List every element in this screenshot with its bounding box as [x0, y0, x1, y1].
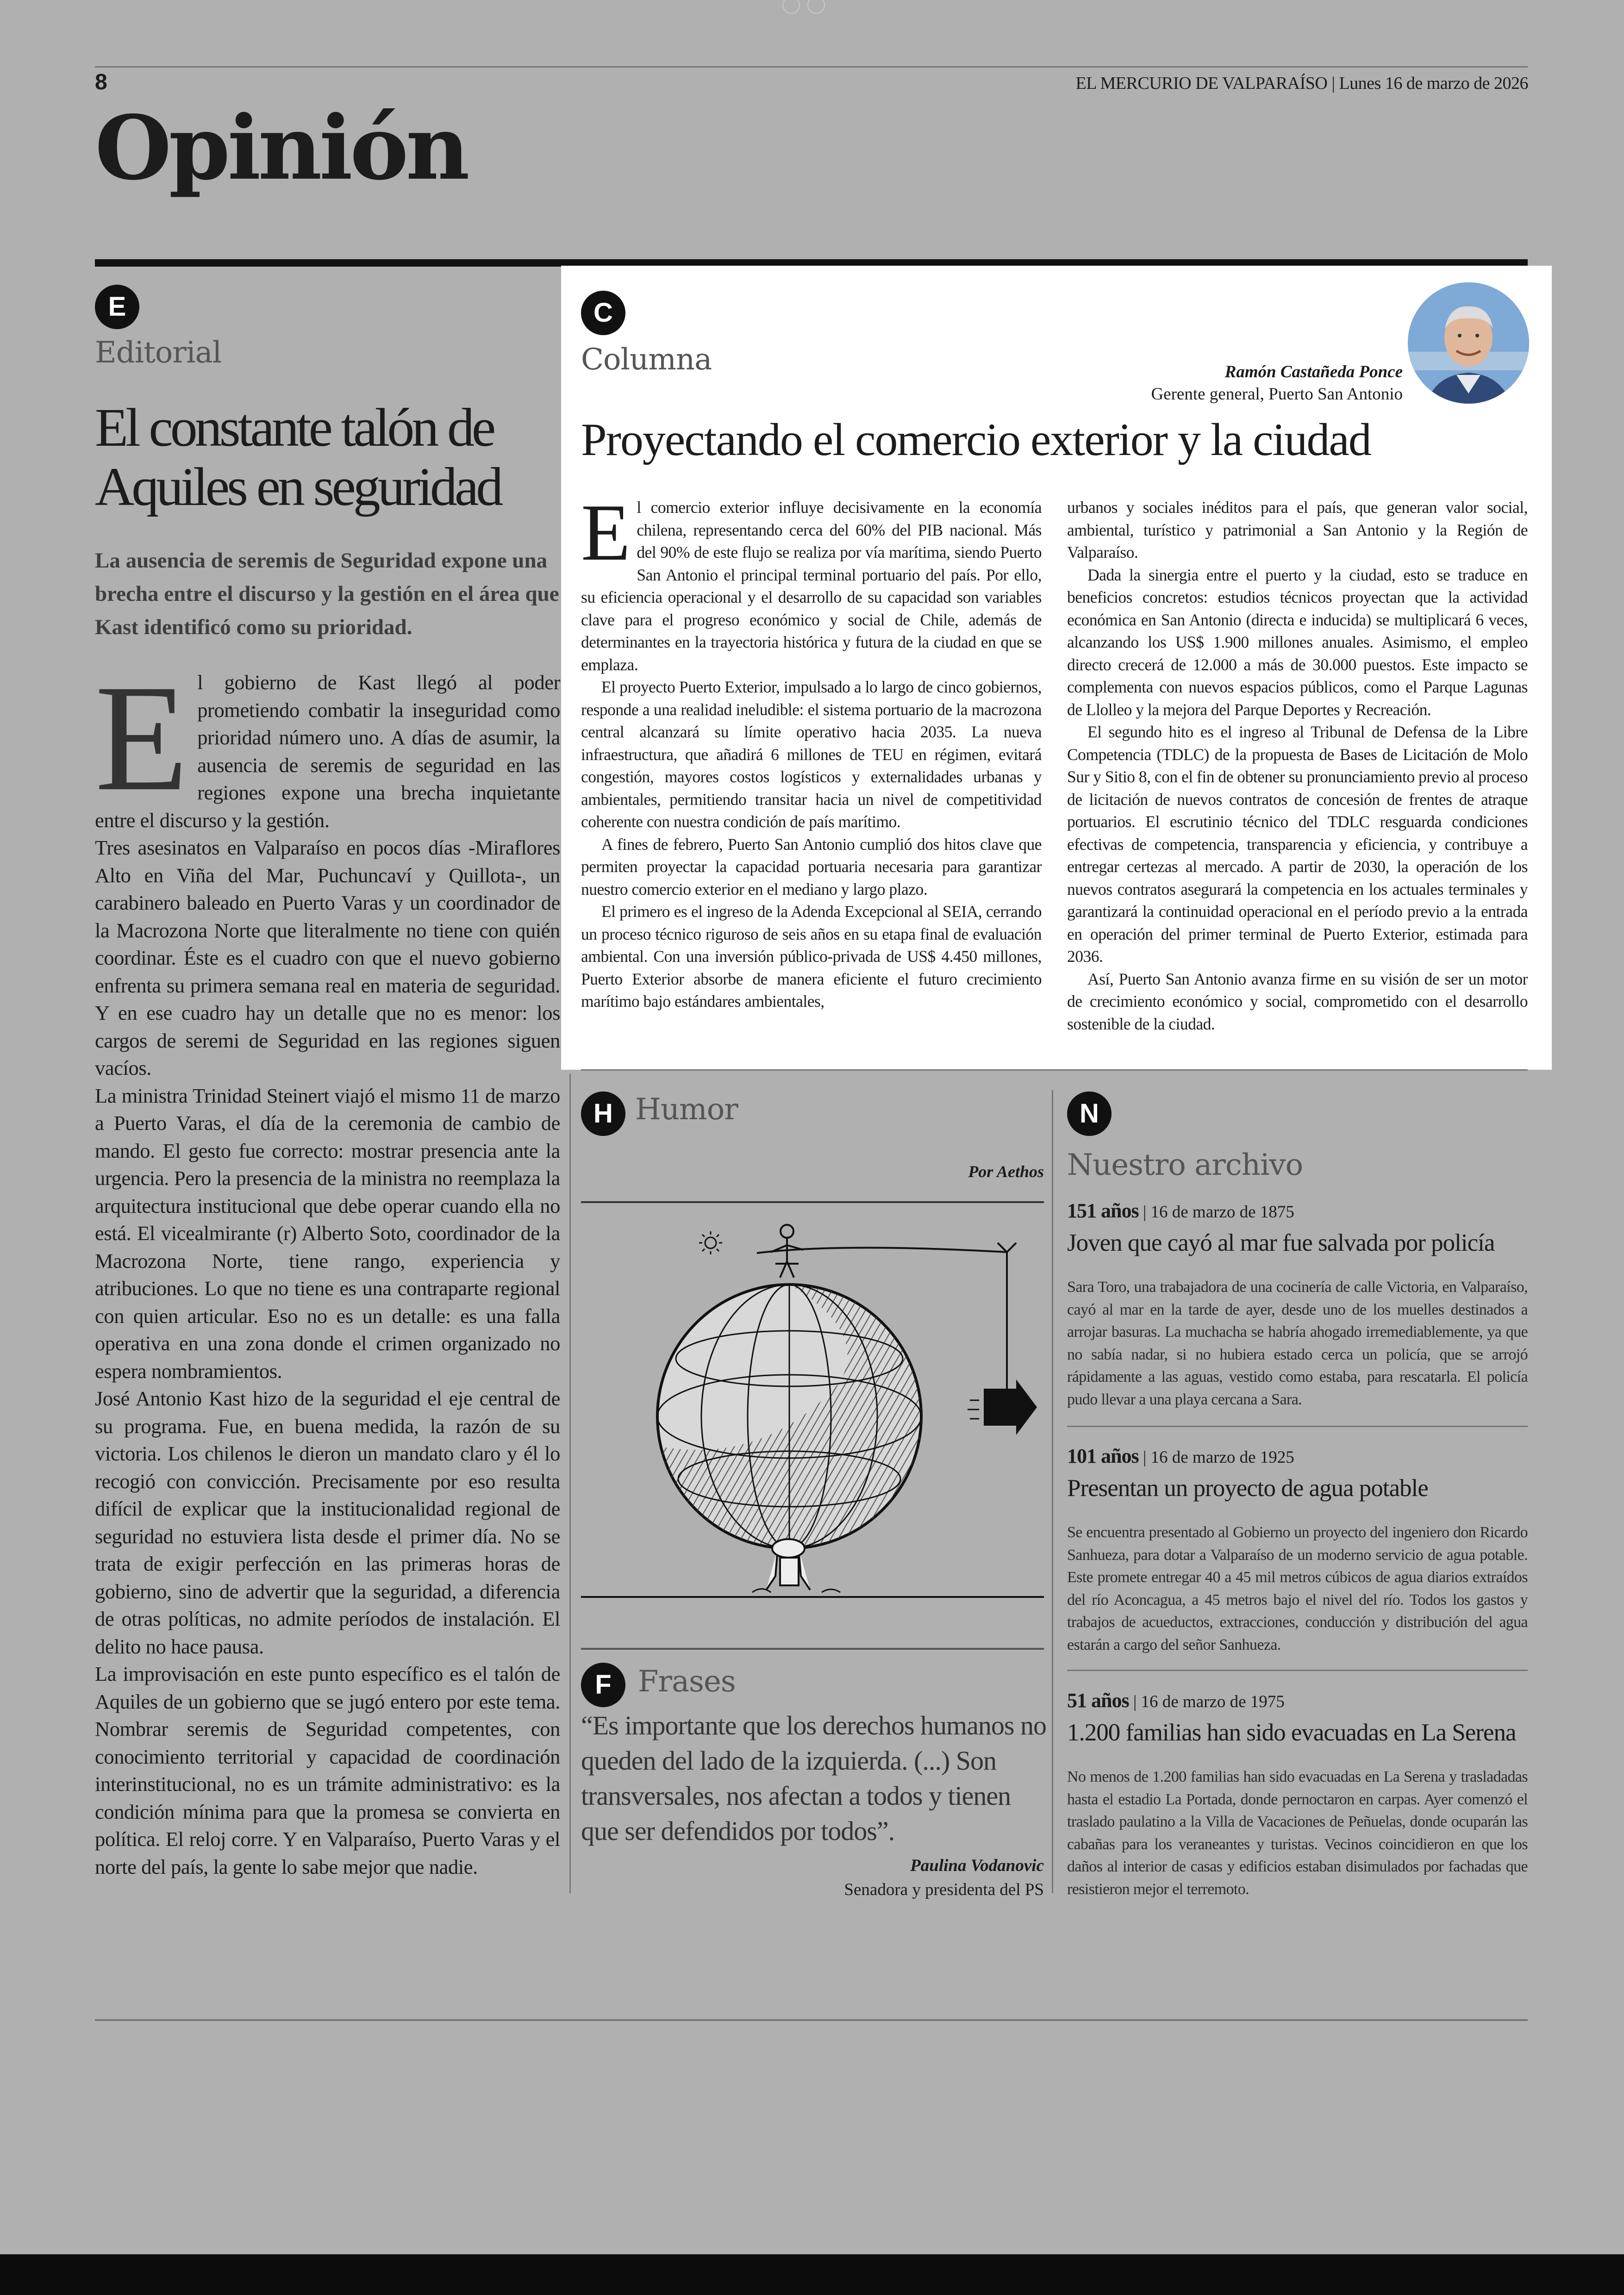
archivo-years: 51 años	[1067, 1689, 1129, 1712]
editorial-paragraph: La improvisación en este punto específico es el talón de Aquiles de un gobierno que se jugó entero por este tema. Nombrar seremis de Seguridad competentes, con conocimiento territorial y capacidad de coordinación interinstitucional, no es un trámite administrativo: es la condición mínima para que la promesa se convierta en política. El reloj corre. Y en Valparaíso, Puerto Varas y el norte del país, la gente lo sabe mejor que nadie.	[95, 1662, 560, 1878]
editorial-paragraph: José Antonio Kast hizo de la seguridad el eje central de su programa. Fue, en buena medida, la razón de su victoria. Los chilenos le dieron un mandato claro y él lo recogió con convicción. Precisamente por eso resulta difícil de explicar que la institucionalidad regional de seguridad no estuviera lista desde el primer día. No se trata de exigir perfección en las primeras horas de gobierno, sino de advertir que la seguridad, a diferencia de otras políticas, no admite períodos de instalación. El delito no hace pausa.	[95, 1387, 560, 1658]
viewer-icon[interactable]	[782, 0, 800, 14]
humor-kicker: Humor	[635, 1092, 738, 1127]
column-paragraph: El proyecto Puerto Exterior, impulsado a lo largo de cinco gobiernos, responde a una realidad ineludible: el sistema portuario de la macrozona central alcanzará su límite operativo hacia 2035. La nueva infraestructura, que añadirá 6 millones de TEU en régimen, evitará congestión, mayores costos logísticos y externalidades urbanas y ambientales, permitiendo transitar hacia un nivel de competitividad coherente con nuestra condición de país marítimo.	[581, 678, 1042, 831]
humor-bottom-rule	[581, 1648, 1044, 1650]
column-paragraph: El segundo hito es el ingreso al Tribunal de Defensa de la Libre Competencia (TDLC) de la propuesta de Bases de Licitación de Molo Sur y Sitio 8, con el fin de obtener su pronunciamiento previo al proceso de licitación de nuevos contratos de concesión de frentes de atraque portuarios. El escrutinio técnico del TDLC resguarda condiciones efectivas de competencia, transparencia y eficiencia, y contribuye a entregar certezas al mercado. A partir de 2030, la operación de los nuevos contratos asegurará la competencia en los actuales terminales y garantizará la continuidad operacional en el período previo a la entrada en operación del primer terminal de Puerto Exterior, estimada para 2036.	[1067, 723, 1528, 966]
archivo-title: Presentan un proyecto de agua potable	[1067, 1475, 1428, 1502]
frases-author: Paulina Vodanovic	[910, 1856, 1044, 1875]
header-rule	[95, 66, 1528, 68]
column-headline: Proyectando el comercio exterior y la ciudad	[581, 414, 1371, 465]
humor-byline: Por Aethos	[968, 1162, 1044, 1181]
frases-quote: “Es importante que los derechos humanos no queden del lado de la izquierda. (...) Son transversales, nos afectan a todos y tienen que ser defendidos por todos”.	[581, 1710, 1046, 1846]
archivo-entry-meta	[1067, 1689, 1528, 1712]
column-bottom-rule	[581, 1069, 1528, 1071]
editorial-kicker: Editorial	[95, 336, 222, 370]
archivo-years: 151 años	[1067, 1199, 1139, 1222]
archivo-entry	[1067, 1444, 1528, 1656]
footer-rule	[95, 2019, 1528, 2021]
editorial-paragraph: Tres asesinatos en Valparaíso en pocos días -Miraflores Alto en Viña del Mar, Puchuncaví y Quillota-, un carabinero baleado en Puerto Varas y un coordinador de la Macrozona Norte que literalmente no tiene con quién coordinar. Éste es el cuadro con que el nuevo gobierno enfrenta su primera semana real en materia de seguridad. Y en ese cuadro hay un detalle que no es menor: los cargos de seremi de Seguridad en las regiones siguen vacíos.	[95, 836, 560, 1079]
frases-author-role: Senadora y presidenta del PS	[844, 1880, 1044, 1899]
humor-top-rule	[581, 1201, 1044, 1203]
archivo-body: Sara Toro, una trabajadora de una cocinería de calle Victoria, en Valparaíso, cayó al mar en la tarde de ayer, desde uno de los muelles destinados a arrojar basuras. La muchacha se habría ahogado irremediablemente, ya que no sabía nadar, si no hubiera estado cerca un policía, que se arrojó rápidamente a las aguas, vestido como estaba, para rescatarla. El policía pudo llevar a una playa cercana a Sara.	[1067, 1278, 1528, 1408]
column-author-role: Gerente general, Puerto San Antonio	[1151, 385, 1403, 404]
editorial-headline: El constante talón de Aquiles en seguridad	[95, 397, 501, 517]
column-paragraph: A fines de febrero, Puerto San Antonio cumplió dos hitos clave que permiten proyectar la capacidad portuaria necesaria para garantizar nuestro comercio exterior en el mediano y largo plazo.	[581, 835, 1042, 898]
archivo-entry	[1067, 1199, 1528, 1411]
archivo-kicker: Nuestro archivo	[1067, 1148, 1303, 1182]
frases-badge: F	[581, 1663, 625, 1707]
bottom-bar	[0, 2254, 1624, 2295]
editorial-body	[95, 654, 560, 1881]
archivo-body: No menos de 1.200 familias han sido evacuadas en La Serena y trasladadas hasta el estadio La Portada, donde pernoctaron en carpas. Ayer comenzó el traslado paulatino a la Villa de Vacaciones de Peñuelas, donde ocuparán las cabañas para los veraneantes y turistas. Vecinos coincidieron en que los daños al interior de casas y edificios estaban disimulados por fachadas que resistieron mejor el terremoto.	[1067, 1768, 1528, 1898]
archivo-date: | 16 de marzo de 1875	[1143, 1203, 1294, 1222]
frases-kicker: Frases	[638, 1665, 736, 1699]
column-paragraph: Así, Puerto San Antonio avanza firme en su visión de ser un motor de crecimiento económico y social, comprometido con el desarrollo sostenible de la ciudad.	[1067, 969, 1528, 1033]
archivo-entry-meta	[1067, 1199, 1528, 1222]
humor-divider	[1052, 1090, 1053, 1893]
dateline: EL MERCURIO DE VALPARAÍSO | Lunes 16 de marzo de 2026	[1075, 74, 1528, 93]
humor-badge: H	[581, 1091, 625, 1136]
archivo-rule	[1067, 1670, 1528, 1671]
viewer-icon[interactable]	[807, 0, 825, 14]
column-paragraph: Dada la sinergia entre el puerto y la ciudad, esto se traduce en beneficios concretos: estudios técnicos proyectan que la actividad económica en San Antonio (directa e inducida) se multiplicará 6 veces, alcanzando los US$ 1.900 millones anuales. Asimismo, el empleo directo crecerá de 12.000 a más de 30.000 puestos. Este impacto se complementa con nuevos espacios públicos, como el Parque Lagunas de Llolleo y la mejora del Parque Deportes y Recreación.	[1067, 565, 1528, 719]
column-paragraph: urbanos y sociales inéditos para el país, que generan valor social, ambiental, turístico y patrimonial a San Antonio y la Región de Valparaíso.	[1067, 498, 1528, 561]
editorial-paragraph: La ministra Trinidad Steinert viajó el mismo 11 de marzo a Puerto Varas, el día de la ceremonia de cambio de mando. El gesto fue correcto: mostrar presencia ante la urgencia. Pero la presencia de la ministra no reemplaza la arquitectura institucional que debe operar cuando ella no está. El vicealmirante (r) Alberto Soto, coordinador de la Macrozona Norte, tiene rango, experiencia y atribuciones. Lo que no tiene es una contraparte regional con quien articular. Eso no es un detalle: es una falla operativa en una zona donde el crimen organizado no espera nombramientos.	[95, 1084, 560, 1383]
frases-author-block	[581, 1854, 1044, 1902]
column-author: Ramón Castañeda Ponce	[1224, 362, 1403, 381]
archivo-title: Joven que cayó al mar fue salvada por policía	[1067, 1229, 1495, 1256]
archivo-date: | 16 de marzo de 1925	[1143, 1448, 1294, 1467]
archivo-badge: N	[1067, 1091, 1112, 1136]
viewer-controls	[782, 0, 838, 14]
cartoon-illustration	[581, 1206, 1044, 1625]
archivo-entry	[1067, 1689, 1528, 1901]
column-paragraph: El primero es el ingreso de la Adenda Excepcional al SEIA, cerrando un proceso técnico riguroso de seis años en su etapa final de evaluación ambiental. Con una inversión público-privada de US$ 4.450 millones, Puerto Exterior absorbe de manera eficiente el futuro crecimiento marítimo bajo estándares ambientales,	[581, 902, 1042, 1010]
editorial-divider	[569, 1074, 571, 1893]
section-title: Opinión	[95, 96, 467, 200]
column-badge: C	[581, 291, 625, 335]
column-author-block	[1151, 361, 1403, 405]
column-text-right	[1067, 496, 1528, 1035]
archivo-years: 101 años	[1067, 1445, 1139, 1467]
column-kicker: Columna	[581, 343, 712, 377]
archivo-date: | 16 de marzo de 1975	[1133, 1692, 1285, 1711]
editorial-badge: E	[95, 285, 139, 329]
archivo-rule	[1067, 1426, 1528, 1427]
column-drop-cap: E	[581, 487, 631, 577]
archivo-body: Se encuentra presentado al Gobierno un proyecto del ingeniero don Ricardo Sanhueza, para dotar a Valparaíso de un moderno servicio de agua potable. Este promete entregar 40 a 45 mil metros cúbicos de agua diarios extraídos del río Aconcagua, a 45 metros bajo el nivel del río. Todos los gastos y trabajos de acueductos, extracciones, conducción y distribución del agua estarán a cargo del señor Sanhueza.	[1067, 1524, 1528, 1653]
page-number: 8	[95, 70, 107, 94]
column-text-left	[581, 487, 1042, 1013]
editorial-lead: La ausencia de seremis de Seguridad expone una brecha entre el discurso y la gestión en el área que Kast identificó como su prioridad.	[95, 549, 559, 639]
column-paragraph: l comercio exterior influye decisivamente en la economía chilena, representando cerca del 60% del PIB nacional. Más del 90% de este flujo se realiza por vía marítima, siendo Puerto San Antonio el principal terminal portuario del país. Por ello, su eficiencia operacional y el desarrollo de su capacidad son variables clave para el progreso económico y social de Chile, además de determinantes en la trayectoria histórica y futura de la ciudad en que se emplaza.	[581, 498, 1042, 674]
author-photo	[1408, 282, 1529, 404]
archivo-entry-meta	[1067, 1444, 1528, 1468]
editorial-paragraph: l gobierno de Kast llegó al poder prometiendo combatir la inseguridad como prioridad número uno. A días de asumir, la ausencia de seremis de seguridad en las regiones expone una brecha inquietante entre el discurso y la gestión.	[95, 671, 560, 832]
archivo-title: 1.200 familias han sido evacuadas en La Serena	[1067, 1719, 1516, 1746]
editorial-drop-cap: E	[95, 654, 188, 823]
